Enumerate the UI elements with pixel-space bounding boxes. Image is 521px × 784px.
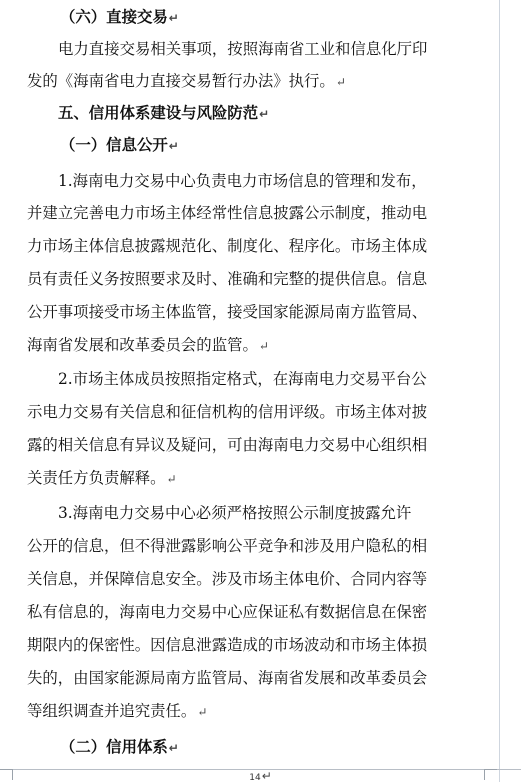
page-number: 14↵ bbox=[249, 769, 272, 783]
section-heading-credit-risk: 五、信用体系建设与风险防范↵ bbox=[58, 104, 270, 122]
paragraph-line: 私有信息的，海南电力交易中心应保证私有数据信息在保密 bbox=[27, 603, 428, 621]
paragraph-mark: ↵ bbox=[168, 11, 179, 25]
paragraph-line: 员有责任义务按照要求及时、准确和完整的提供信息。信息 bbox=[27, 270, 428, 288]
paragraph-line: 3.海南电力交易中心必须严格按照公示制度披露允许 bbox=[58, 504, 412, 522]
paragraph-mark: ↵ bbox=[258, 339, 269, 353]
page-edge bbox=[499, 0, 500, 782]
paragraph-line: 公开事项接受市场主体监管，接受国家能源局南方监管局、 bbox=[27, 303, 428, 321]
paragraph-line: 关信息，并保障信息安全。涉及市场主体电价、合同内容等 bbox=[27, 570, 428, 588]
paragraph-line: 露的相关信息有异议及疑问，可由海南电力交易中心组织相 bbox=[27, 436, 428, 454]
paragraph-line: 关责任方负责解释。↵ bbox=[27, 469, 177, 487]
paragraph-line: 2.市场主体成员按照指定格式，在海南电力交易平台公 bbox=[58, 370, 427, 388]
paragraph-line: 期限内的保密性。因信息泄露造成的市场波动和市场主体损 bbox=[27, 636, 428, 654]
paragraph-line: 力市场主体信息披露规范化、制度化、程序化。市场主体成 bbox=[27, 237, 428, 255]
paragraph-line: 并建立完善电力市场主体经常性信息披露公示制度，推动电 bbox=[27, 204, 428, 222]
paragraph-mark: ↵ bbox=[259, 107, 270, 121]
subheading-info-disclosure: （一）信息公开↵ bbox=[60, 136, 179, 154]
paragraph-mark: ↵ bbox=[335, 75, 346, 89]
paragraph-mark: ↵ bbox=[197, 705, 208, 719]
paragraph-line: 发的《海南省电力直接交易暂行办法》执行。↵ bbox=[27, 72, 346, 90]
paragraph-line: 示电力交易有关信息和征信机构的信用评级。市场主体对披 bbox=[27, 403, 428, 421]
paragraph-mark: ↵ bbox=[261, 769, 272, 783]
heading-direct-trading: （六）直接交易↵ bbox=[60, 8, 179, 26]
paragraph-line: 等组织调查并追究责任。↵ bbox=[27, 702, 208, 720]
paragraph-line: 失的，由国家能源局南方监管局、海南省发展和改革委员会 bbox=[27, 669, 428, 687]
paragraph-mark: ↵ bbox=[168, 741, 179, 755]
paragraph-line: 公开的信息，但不得泄露影响公平竞争和涉及用户隐私的相 bbox=[27, 537, 428, 555]
paragraph-line: 电力直接交易相关事项，按照海南省工业和信息化厅印 bbox=[58, 40, 428, 58]
paragraph-line: 1.海南电力交易中心负责电力市场信息的管理和发布， bbox=[58, 172, 427, 190]
subheading-credit-system: （二）信用体系↵ bbox=[60, 738, 179, 756]
paragraph-mark: ↵ bbox=[166, 472, 177, 486]
paragraph-line: 海南省发展和改革委员会的监管。↵ bbox=[27, 336, 269, 354]
paragraph-mark: ↵ bbox=[168, 139, 179, 153]
